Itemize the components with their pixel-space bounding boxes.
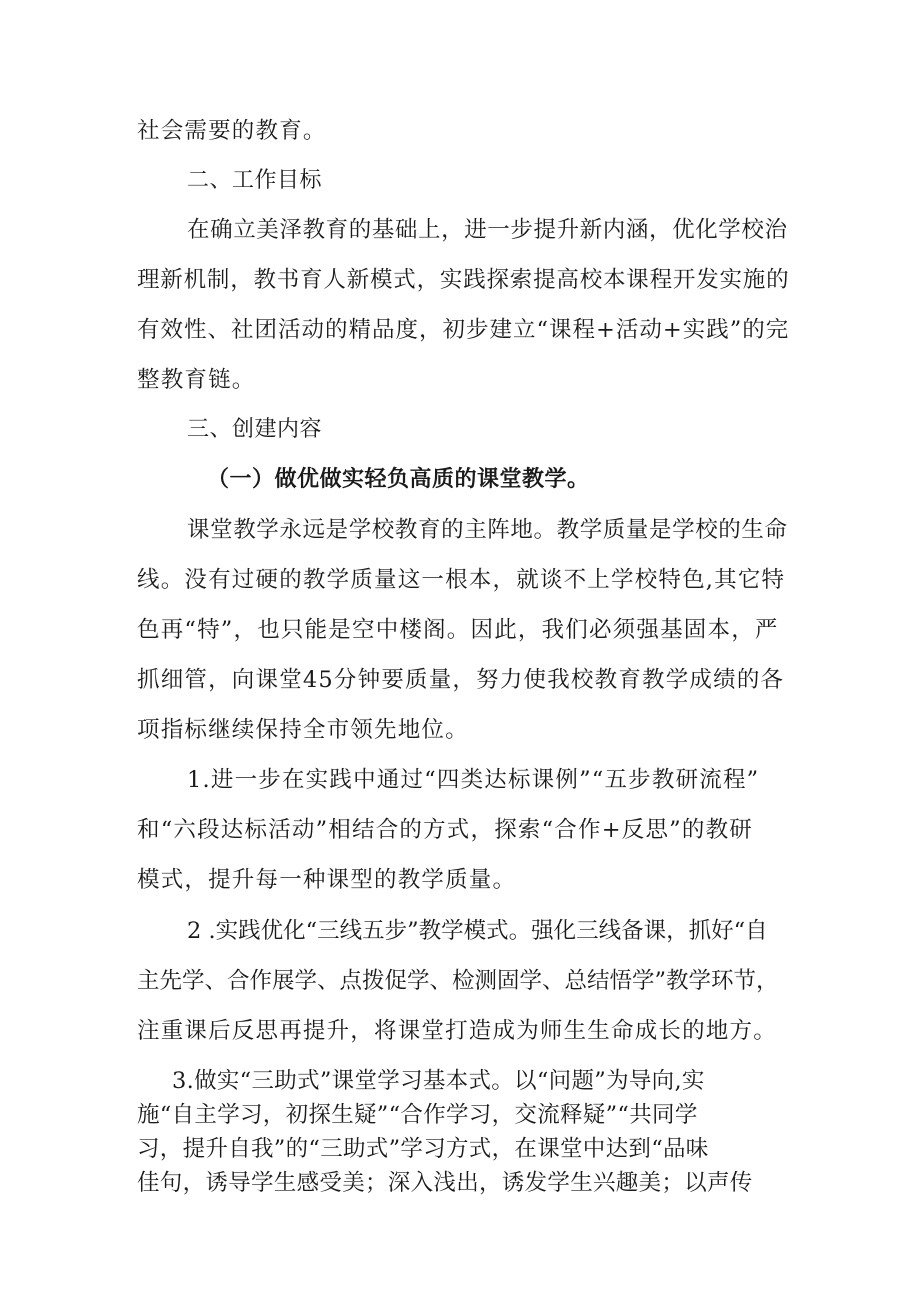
paragraph-line-10: 线。没有过硬的教学质量这一根本，就谈不上学校特色,其它特 — [137, 567, 786, 593]
list-item-3-line-3: 习，提升自我”的“三助式”学习方式，在课堂中达到“品味 — [137, 1136, 709, 1162]
paragraph-line-11: 色再“特”，也只能是空中楼阁。因此，我们必须强基固本，严 — [137, 617, 779, 643]
paragraph-line-5: 有效性、社团活动的精品度，初步建立“课程+活动+实践”的完 — [137, 317, 790, 343]
paragraph-line-13: 项指标继续保持全市领先地位。 — [137, 717, 469, 743]
paragraph-line-1: 社会需要的教育。 — [137, 118, 327, 144]
paragraph-line-12: 抓细管，向课堂45分钟要质量，努力使我校教育教学成绩的各 — [137, 667, 785, 693]
list-item-2-line-1: 2 .实践优化“三线五步”教学模式。强化三线备课，抓好“自 — [187, 918, 768, 944]
section-heading-2: 二、工作目标 — [187, 168, 323, 193]
list-item-3-line-1: 3.做实“三助式”课堂学习基本式。以“问题”为导向,实 — [172, 1068, 705, 1094]
section-heading-3: 三、创建内容 — [187, 417, 323, 442]
list-item-1-line-3: 模式，提升每一种课型的教学质量。 — [137, 867, 517, 893]
paragraph-line-6: 整教育链。 — [137, 367, 256, 393]
paragraph-line-4: 理新机制，教书育人新模式，实践探索提高校本课程开发实施的 — [137, 267, 790, 293]
paragraph-line-9: 课堂教学永远是学校教育的主阵地。教学质量是学校的生命 — [187, 517, 788, 543]
list-item-1-line-2: 和“六段达标活动”相结合的方式，探索“合作+反思”的教研 — [137, 817, 753, 843]
list-item-2-line-2: 主先学、合作展学、点拨促学、检测固学、总结悟学”教学环节， — [137, 968, 779, 994]
list-item-1-line-1: 1.进一步在实践中通过“四类达标课例”“五步教研流程” — [187, 767, 760, 793]
list-item-3-line-4: 佳句，诱导学生感受美；深入浅出，诱发学生兴趣美；以声传 — [137, 1170, 753, 1196]
subsection-heading-1: （一）做优做实轻负高质的课堂教学。 — [207, 467, 590, 492]
list-item-3-line-2: 施“自主学习，初探生疑”“合作学习，交流释疑”“共同学 — [137, 1102, 698, 1128]
paragraph-line-3: 在确立美泽教育的基础上，进一步提升新内涵，优化学校治 — [187, 217, 788, 243]
list-item-2-line-3: 注重课后反思再提升，将课堂打造成为师生生命成长的地方。 — [137, 1018, 777, 1044]
